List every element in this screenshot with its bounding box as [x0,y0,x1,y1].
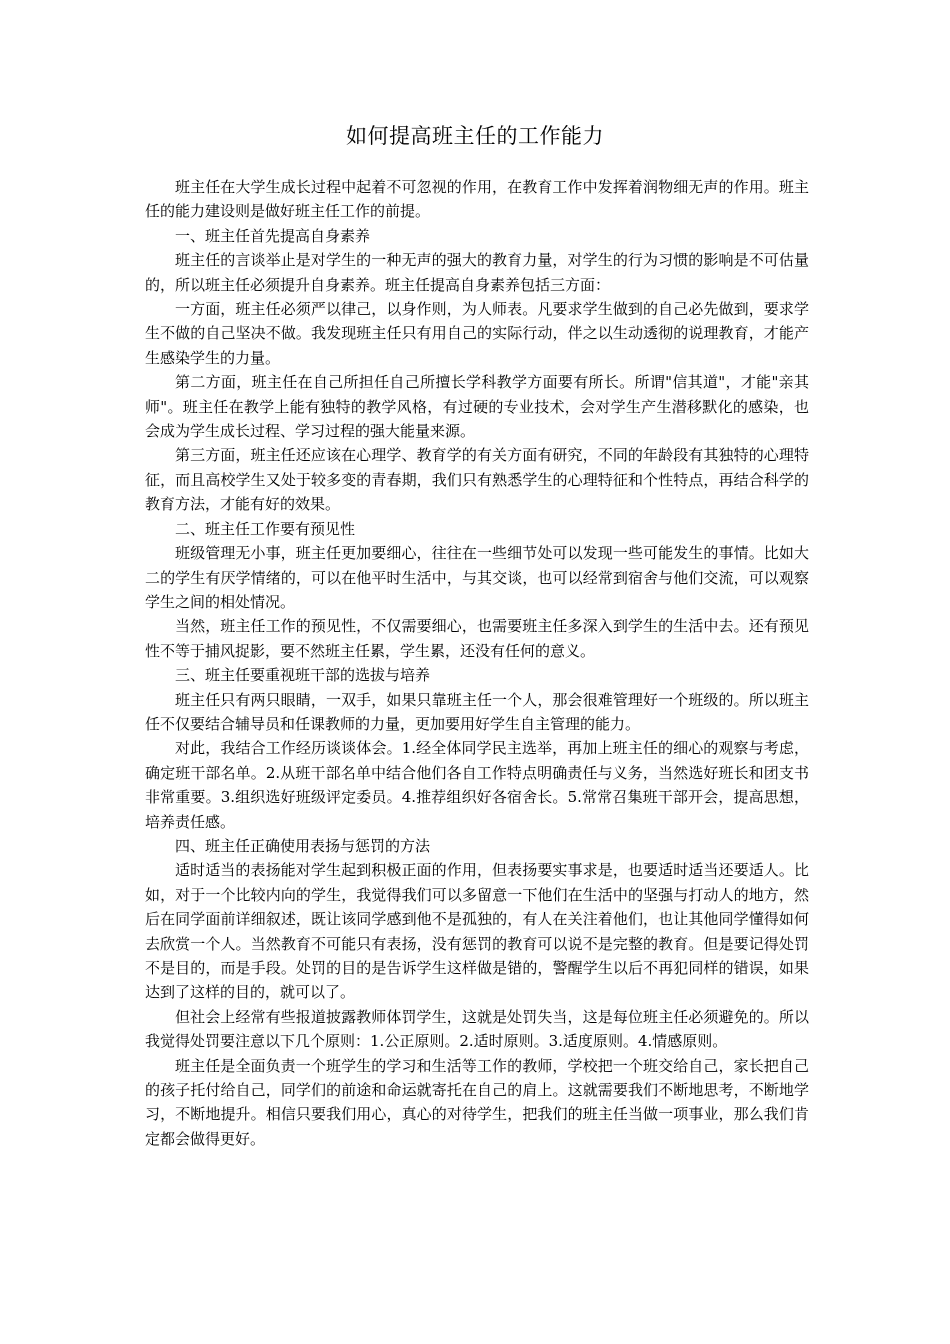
paragraph: 第三方面，班主任还应该在心理学、教育学的有关方面有研究，不同的年龄段有其独特的心理特征，而且高校学生又处于较多变的青春期，我们只有熟悉学生的心理特征和个性特点，再结合科学的教育方法，才能有好的效果。 [145,446,809,514]
section-heading: 二、班主任工作要有预见性 [175,519,356,538]
paragraph: 班主任在大学生成长过程中起着不可忽视的作用，在教育工作中发挥着润物细无声的作用。班主任的能力建设则是做好班主任工作的前提。 [145,178,809,221]
section-heading: 一、班主任首先提高自身素养 [175,226,371,245]
paragraph: 一方面，班主任必须严以律己，以身作则，为人师表。凡要求学生做到的自己必先做到，要求学生不做的自己坚决不做。我发现班主任只有用自己的实际行动，伴之以生动透彻的说理教育，才能产生感染学生的力量。 [145,300,809,367]
paragraph: 对此，我结合工作经历谈谈体会。1.经全体同学民主选举，再加上班主任的细心的观察与考虑，确定班干部名单。2.从班干部名单中结合他们各自工作特点明确责任与义务，当然选好班长和团支书非常重要。3.组织选好班级评定委员。4.推荐组织好各宿舍长。5.常常召集班干部开会，提高思想，培养责任感。 [145,739,809,831]
paragraph: 第二方面，班主任在自己所担任自己所擅长学科教学方面要有所长。所谓"信其道"，才能"亲其师"。班主任在教学上能有独特的教学风格，有过硬的专业技术，会对学生产生潜移默化的感染，也会成为学生成长过程、学习过程的强大能量来源。 [145,373,809,441]
section-heading: 三、班主任要重视班干部的选拔与培养 [175,666,431,685]
section-heading: 四、班主任正确使用表扬与惩罚的方法 [175,836,431,855]
document-body [145,175,809,1151]
paragraph: 班级管理无小事，班主任更加要细心，往往在一些细节处可以发现一些可能发生的事情。比如大二的学生有厌学情绪的，可以在他平时生活中，与其交谈，也可以经常到宿舍与他们交流，可以观察学生之间的相处情况。 [145,544,809,611]
paragraph: 适时适当的表扬能对学生起到积极正面的作用，但表扬要实事求是，也要适时适当还要适人。比如，对于一个比较内向的学生，我觉得我们可以多留意一下他们在生活中的坚强与打动人的地方，然后在同学面前详细叙述，既让该同学感到他不是孤独的，有人在关注着他们，也让其他同学懂得如何去欣赏一个人。当然教育不可能只有表扬，没有惩罚的教育可以说不是完整的教育。但是要记得处罚不是目的，而是手段。处罚的目的是告诉学生这样做是错的，警醒学生以后不再犯同样的错误，如果达到了这样的目的，就可以了。 [145,861,809,1002]
document-title: 如何提高班主任的工作能力 [346,124,604,148]
paragraph: 但社会上经常有些报道披露教师体罚学生，这就是处罚失当，这是每位班主任必须避免的。所以我觉得处罚要注意以下几个原则：1.公正原则。2.适时原则。3.适度原则。4.情感原则。 [145,1007,809,1051]
paragraph: 班主任是全面负责一个班学生的学习和生活等工作的教师，学校把一个班交给自己，家长把自己的孩子托付给自己，同学们的前途和命运就寄托在自己的肩上。这就需要我们不断地思考，不断地学习，不断地提升。相信只要我们用心，真心的对待学生，把我们的班主任当做一项事业，那么我们肯定都会做得更好。 [145,1056,809,1148]
paragraph: 班主任只有两只眼睛，一双手，如果只靠班主任一个人，那会很难管理好一个班级的。所以班主任不仅要结合辅导员和任课教师的力量，更加要用好学生自主管理的能力。 [145,690,809,733]
paragraph: 班主任的言谈举止是对学生的一种无声的强大的教育力量，对学生的行为习惯的影响是不可估量的，所以班主任必须提升自身素养。班主任提高自身素养包括三方面： [145,251,809,294]
paragraph: 当然，班主任工作的预见性，不仅需要细心，也需要班主任多深入到学生的生活中去。还有预见性不等于捕风捉影，要不然班主任累，学生累，还没有任何的意义。 [145,617,809,660]
